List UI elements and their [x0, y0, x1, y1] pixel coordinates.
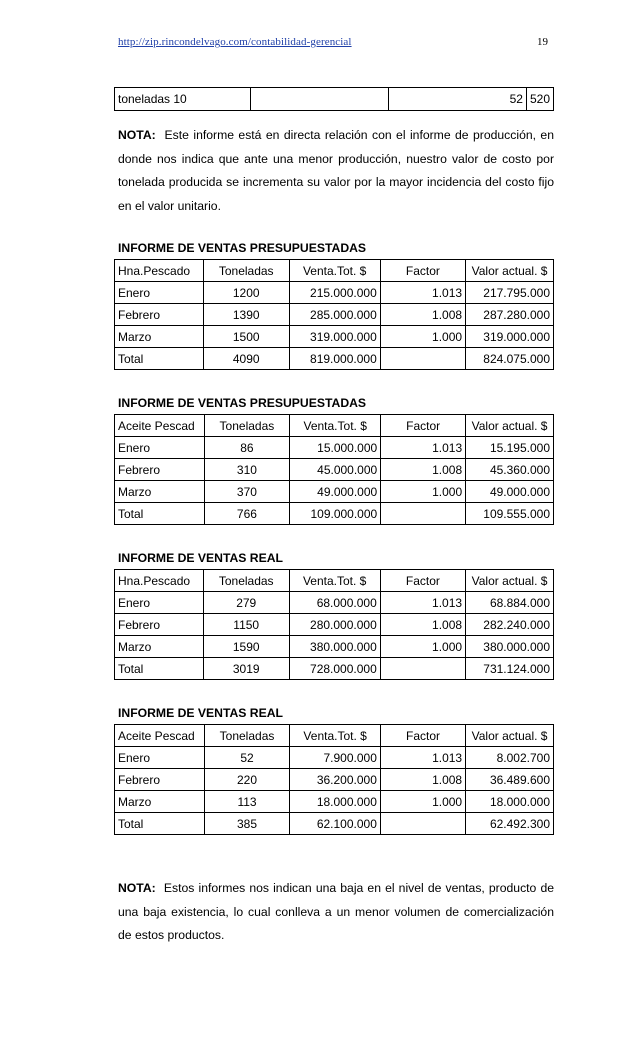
table-cell: 49.000.000: [290, 481, 381, 503]
section-title: INFORME DE VENTAS REAL: [118, 706, 283, 720]
note-paragraph-2: [118, 877, 554, 948]
table-row: [115, 747, 554, 769]
table-cell: 1200: [203, 282, 289, 304]
header-cell: Hna.Pescado: [115, 260, 204, 282]
sales-table: [114, 259, 554, 370]
section-title: INFORME DE VENTAS PRESUPUESTADAS: [118, 241, 367, 255]
header-cell: Venta.Tot. $: [290, 415, 381, 437]
table-row: [115, 282, 554, 304]
table-cell: 15.000.000: [290, 437, 381, 459]
header-cell: Factor: [380, 570, 465, 592]
table-cell: 1150: [203, 614, 289, 636]
table-cell: [251, 88, 388, 111]
table-total-row: [115, 813, 554, 835]
table-cell: 1.000: [380, 791, 465, 813]
table-cell: 1.000: [381, 481, 466, 503]
table-cell: 310: [204, 459, 290, 481]
table-cell: 824.075.000: [466, 348, 554, 370]
table-cell: 215.000.000: [289, 282, 380, 304]
table-cell: 1.013: [380, 592, 465, 614]
continuation-table: [114, 87, 554, 111]
table-cell: 8.002.700: [466, 747, 554, 769]
table-cell: 370: [204, 481, 290, 503]
table-cell: 1.008: [380, 769, 465, 791]
table-cell: 279: [203, 592, 289, 614]
table-header-row: [115, 415, 554, 437]
table-cell: 45.000.000: [290, 459, 381, 481]
table-row: [115, 88, 554, 111]
table-row: [115, 614, 554, 636]
table-cell: Febrero: [115, 614, 204, 636]
table-cell: 1500: [203, 326, 289, 348]
table-header-row: [115, 260, 554, 282]
table-cell: 520: [526, 88, 553, 111]
table-row: [115, 326, 554, 348]
table-cell: Total: [115, 503, 205, 525]
table-cell: 18.000.000: [290, 791, 381, 813]
header-cell: Venta.Tot. $: [289, 570, 380, 592]
table-cell: 385: [204, 813, 290, 835]
table-cell: 731.124.000: [466, 658, 554, 680]
header-cell: Valor actual. $: [466, 415, 554, 437]
table-cell: Enero: [115, 437, 205, 459]
table-row: [115, 592, 554, 614]
section-title: INFORME DE VENTAS REAL: [118, 551, 283, 565]
table-cell: [380, 813, 465, 835]
table-cell: 109.000.000: [290, 503, 381, 525]
header-cell: Aceite Pescad: [115, 725, 205, 747]
table-header-row: [115, 725, 554, 747]
table-cell: 1.008: [380, 614, 465, 636]
table-cell: Marzo: [115, 636, 204, 658]
header-cell: Valor actual. $: [466, 725, 554, 747]
table-cell: 1.000: [380, 326, 465, 348]
table-cell: Total: [115, 813, 205, 835]
table-cell: 68.000.000: [289, 592, 380, 614]
header-cell: Venta.Tot. $: [289, 260, 380, 282]
header-cell: Valor actual. $: [466, 260, 554, 282]
table-cell: 1590: [203, 636, 289, 658]
table-cell: 1390: [203, 304, 289, 326]
note-text: Este informe está en directa relación con el informe de producción, en donde nos indica que ante una menor producción, nuestro valor de costo por tonelada producida se incrementa su valor por la mayor incidencia del costo fijo en el valor unitario.: [118, 128, 554, 213]
table-row: [115, 636, 554, 658]
header-cell: Factor: [380, 725, 465, 747]
table-cell: 52: [388, 88, 526, 111]
table-cell: [380, 348, 465, 370]
table-cell: toneladas 10: [115, 88, 251, 111]
table-cell: 1.008: [381, 459, 466, 481]
table-cell: Total: [115, 658, 204, 680]
table-cell: 285.000.000: [289, 304, 380, 326]
header-cell: Aceite Pescad: [115, 415, 205, 437]
header-cell: Factor: [380, 260, 465, 282]
table-row: [115, 791, 554, 813]
table-cell: 728.000.000: [289, 658, 380, 680]
table-cell: 380.000.000: [466, 636, 554, 658]
table-cell: 68.884.000: [466, 592, 554, 614]
note-text: Estos informes nos indican una baja en el nivel de ventas, producto de una baja existencia, lo cual conlleva a un menor volumen de comercialización de estos productos.: [118, 881, 554, 942]
table-cell: 766: [204, 503, 290, 525]
table-cell: 319.000.000: [466, 326, 554, 348]
header-cell: Toneladas: [204, 415, 290, 437]
table-row: [115, 459, 554, 481]
section-title: INFORME DE VENTAS PRESUPUESTADAS: [118, 396, 367, 410]
table-cell: 86: [204, 437, 290, 459]
table-cell: 1.008: [380, 304, 465, 326]
table-cell: Febrero: [115, 769, 205, 791]
table-cell: 109.555.000: [466, 503, 554, 525]
table-row: [115, 437, 554, 459]
table-cell: 49.000.000: [466, 481, 554, 503]
table-cell: Enero: [115, 592, 204, 614]
table-cell: 380.000.000: [289, 636, 380, 658]
table-cell: 62.492.300: [466, 813, 554, 835]
table-cell: [380, 658, 465, 680]
table-row: [115, 769, 554, 791]
table-cell: 7.900.000: [290, 747, 381, 769]
note-label: NOTA:: [118, 128, 156, 142]
table-cell: Enero: [115, 747, 205, 769]
table-cell: Febrero: [115, 304, 204, 326]
note-label: NOTA:: [118, 881, 156, 895]
header-cell: Toneladas: [203, 570, 289, 592]
table-total-row: [115, 503, 554, 525]
table-cell: 62.100.000: [290, 813, 381, 835]
table-cell: 1.013: [380, 282, 465, 304]
table-cell: 819.000.000: [289, 348, 380, 370]
sales-table: [114, 569, 554, 680]
table-cell: 282.240.000: [466, 614, 554, 636]
table-row: [115, 481, 554, 503]
sales-table: [114, 414, 554, 525]
sales-table: [114, 724, 554, 835]
table-cell: Febrero: [115, 459, 205, 481]
note-paragraph-1: [118, 124, 554, 218]
header-cell: Valor actual. $: [466, 570, 554, 592]
table-cell: 287.280.000: [466, 304, 554, 326]
table-cell: Marzo: [115, 326, 204, 348]
table-cell: [381, 503, 466, 525]
page-number: 19: [537, 36, 548, 48]
table-cell: 1.000: [380, 636, 465, 658]
header-cell: Hna.Pescado: [115, 570, 204, 592]
table-cell: 319.000.000: [289, 326, 380, 348]
table-cell: 280.000.000: [289, 614, 380, 636]
header-url-link[interactable]: http://zip.rincondelvago.com/contabilidad-gerencial: [118, 36, 352, 48]
table-cell: 15.195.000: [466, 437, 554, 459]
table-cell: Total: [115, 348, 204, 370]
table-cell: 1.013: [381, 437, 466, 459]
table-total-row: [115, 658, 554, 680]
table-cell: 217.795.000: [466, 282, 554, 304]
table-cell: 1.013: [380, 747, 465, 769]
table-cell: 4090: [203, 348, 289, 370]
table-cell: 36.489.600: [466, 769, 554, 791]
table-cell: 3019: [203, 658, 289, 680]
table-cell: 113: [204, 791, 290, 813]
table-cell: 18.000.000: [466, 791, 554, 813]
table-cell: 52: [204, 747, 290, 769]
table-cell: 45.360.000: [466, 459, 554, 481]
table-cell: Marzo: [115, 481, 205, 503]
header-cell: Factor: [381, 415, 466, 437]
table-row: [115, 304, 554, 326]
table-cell: Marzo: [115, 791, 205, 813]
table-cell: Enero: [115, 282, 204, 304]
table-cell: 220: [204, 769, 290, 791]
header-cell: Toneladas: [204, 725, 290, 747]
header-cell: Toneladas: [203, 260, 289, 282]
table-total-row: [115, 348, 554, 370]
table-cell: 36.200.000: [290, 769, 381, 791]
table-header-row: [115, 570, 554, 592]
header-cell: Venta.Tot. $: [290, 725, 381, 747]
